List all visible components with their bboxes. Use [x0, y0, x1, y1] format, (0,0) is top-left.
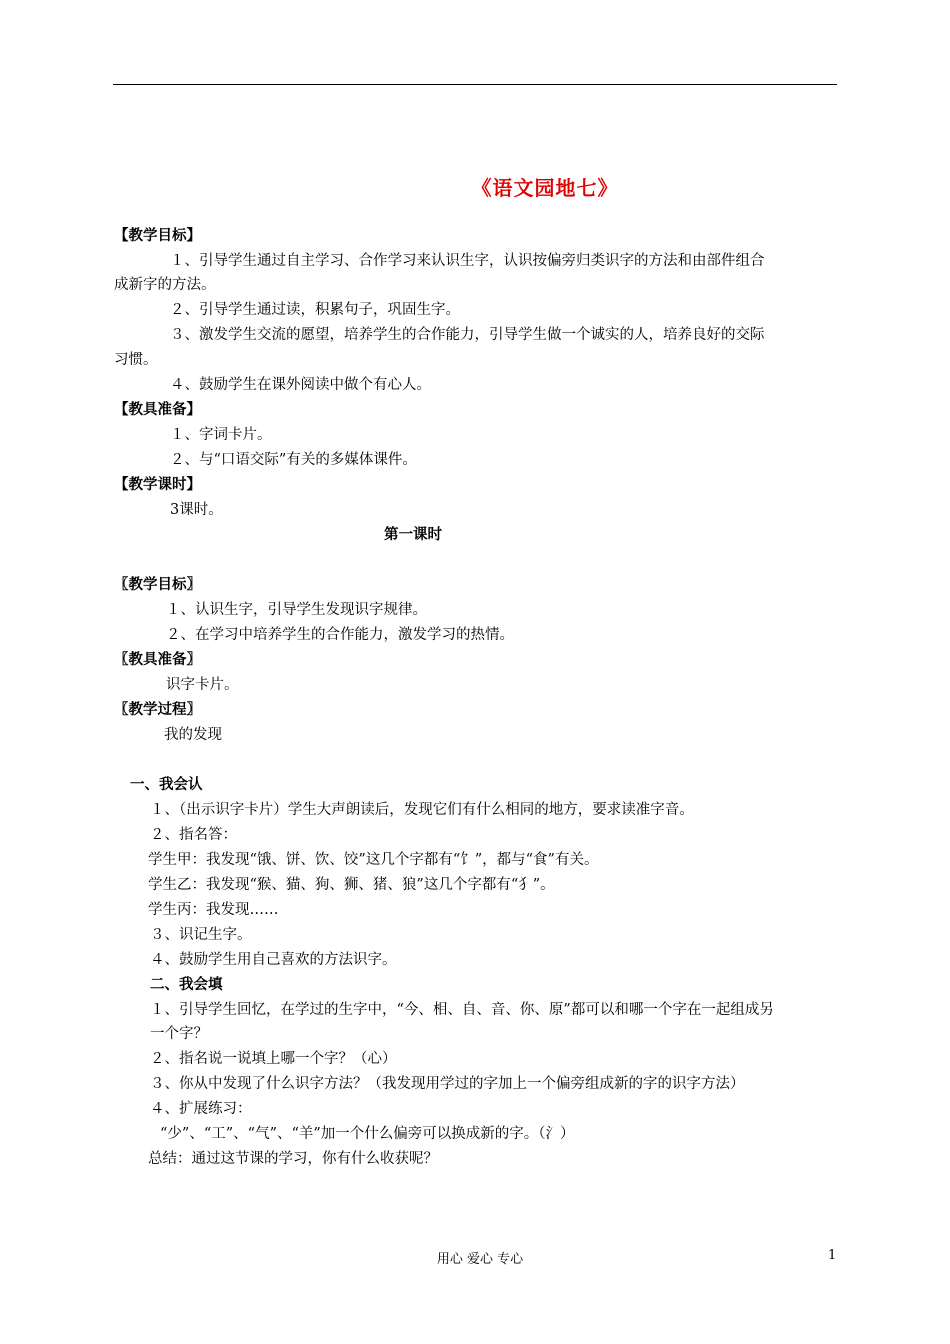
part-2-summary: 总结：通过这节课的学习，你有什么收获呢？	[148, 1151, 438, 1167]
lesson-prep-item: 识字卡片。	[166, 677, 239, 693]
part-2-line-3: ３、你从中发现了什么识字方法？（我发现用学过的字加上一个偏旁组成新的字的识字方法）	[150, 1076, 745, 1092]
goal-4: ４、鼓励学生在课外阅读中做个有心人。	[170, 377, 431, 393]
part-2-line-2: ２、指名说一说填上哪一个字？（心）	[150, 1051, 397, 1067]
part-1-line-7: ４、鼓励学生用自己喜欢的方法识字。	[150, 952, 397, 968]
section-heading-materials: 【教具准备】	[114, 401, 201, 418]
document-title: 《语文园地七》	[471, 176, 619, 200]
goal-2: ２、引导学生通过读，积累句子，巩固生字。	[170, 302, 460, 318]
section-heading-goals: 【教学目标】	[114, 227, 201, 244]
goal-3-line-2: 习惯。	[114, 352, 158, 368]
part-1-heading: 一、我会认	[130, 776, 203, 793]
part-2-line-4: ４、扩展练习：	[150, 1101, 252, 1117]
goal-1-line-1: １、引导学生通过自主学习、合作学习来认识生字，认识按偏旁归类识字的方法和由部件组合	[170, 253, 765, 269]
lesson-goal-1: １、认识生字，引导学生发现识字规律。	[166, 602, 427, 618]
periods-text: 3课时。	[170, 502, 223, 518]
goal-1-line-2: 成新字的方法。	[114, 277, 216, 293]
part-1-line-3: 学生甲：我发现“饿、饼、饮、饺”这几个字都有“饣”，都与“食”有关。	[148, 852, 599, 868]
section-heading-periods: 【教学课时】	[114, 476, 201, 493]
part-1-line-6: ３、识记生字。	[150, 927, 252, 943]
header-rule	[113, 84, 837, 85]
lesson-process-item: 我的发现	[164, 727, 222, 743]
part-1-line-5: 学生丙：我发现……	[148, 902, 279, 918]
part-2-line-1b: 一个字？	[150, 1026, 208, 1042]
part-1-line-4: 学生乙：我发现“猴、猫、狗、狮、猪、狼”这几个字都有“犭”。	[148, 877, 555, 893]
lesson-title: 第一课时	[384, 526, 442, 543]
lesson-goal-2: ２、在学习中培养学生的合作能力，激发学习的热情。	[166, 627, 514, 643]
lesson-process-heading: 〖教学过程〗	[114, 701, 201, 718]
goal-3-line-1: ３、激发学生交流的愿望，培养学生的合作能力，引导学生做一个诚实的人，培养良好的交际	[170, 327, 765, 343]
page-number: 1	[828, 1248, 837, 1263]
lesson-prep-heading: 〖教具准备〗	[114, 651, 201, 668]
lesson-goals-heading: 〖教学目标〗	[114, 576, 201, 593]
part-2-heading: 二、我会填	[150, 976, 223, 993]
material-1: １、字词卡片。	[170, 427, 272, 443]
page-footer: 用心 爱心 专心	[436, 1252, 524, 1267]
part-1-line-2: ２、指名答：	[150, 827, 237, 843]
part-2-line-1: １、引导学生回忆，在学过的生字中，“今、相、自、音、你、原”都可以和哪一个字在一起组成另	[150, 1002, 774, 1018]
material-2: ２、与“口语交际”有关的多媒体课件。	[170, 452, 417, 468]
part-2-line-5: “少”、“工”、“气”、“羊”加一个什么偏旁可以换成新的字。（氵）	[160, 1126, 575, 1142]
part-1-line-1: １、（出示识字卡片）学生大声朗读后，发现它们有什么相同的地方，要求读准字音。	[150, 802, 694, 818]
